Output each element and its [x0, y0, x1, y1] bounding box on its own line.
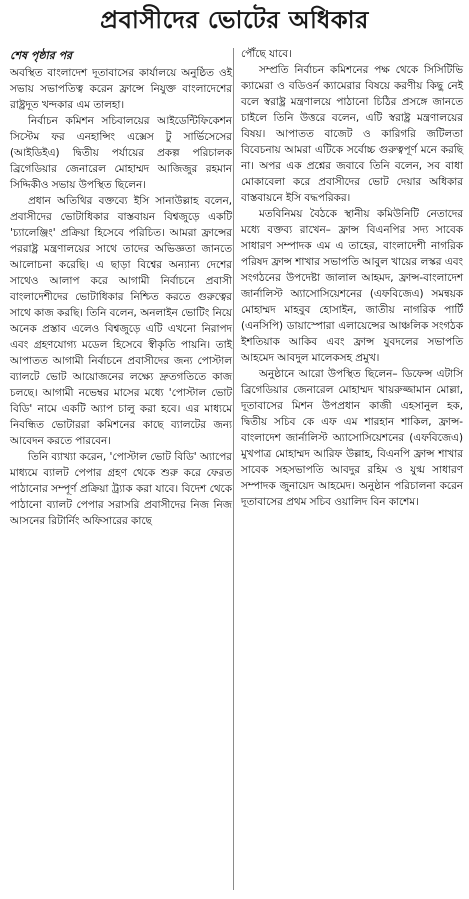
paragraph: প্রধান অতিথির বক্তব্যে ইসি সানাউল্লাহ বলেন, প্রবাসীদের ভোটাধিকার বাস্তবায়ন বিশ্বজুড়ে একটি 'চ্যালেঞ্জিং' প্রক্রিয়া হিসেবে পরিচিত। আমরা ফ্রান্সের পররাষ্ট্র মন্ত্রণালয়ের সাথে তাদের অভিজ্ঞতা জানতে আলোচনা করেছি। এ ছাড়া বিশ্বের অন্যান্য দেশের সাথেও আলাপ করে আগামী নির্বাচনে প্রবাসী বাংলাদেশীদের ভোটাধিকার নিশ্চিত করতে গুরুত্বের সাথে কাজ করছি। তিনি বলেন, অনলাইন ভোটিং নিয়ে অনেক প্রস্তাব এলেও বিশ্বজুড়ে এটি এখনো নিরাপদ এবং গ্রহণযোগ্য মডেল হিসেবে স্বীকৃতি পায়নি। তাই আপাতত আগামী নির্বাচনে প্রবাসীদের জন্য পোস্টাল ব্যালটে ভোট আয়োজনের লক্ষ্যে দ্রুতগতিতে কাজ চলছে। আগামী নভেম্বর মাসের মধ্যে 'পোস্টাল ভোট বিডি' নামে একটি অ্যাপ চালু করা হবে। এর মাধ্যমে নিবন্ধিত ভোটাররা কমিশনের কাছে ব্যালটের জন্য আবেদন করতে পারবেন। [10, 195, 232, 447]
right-column [241, 46, 463, 510]
paragraph: মতবিনিময় বৈঠকে স্থানীয় কমিউনিটি নেতাদের মধ্যে বক্তব্য রাখেন– ফ্রান্স বিএনপির সদ্য সাবেক সাধারণ সম্পাদক এম এ তাহের, বাংলাদেশী নাগরিক পরিষদ ফ্রান্স শাখার সভাপতি আবুল খায়ের লস্কর এবং সংগঠনের উপদেষ্টা জালাল আহমদ, ফ্রান্স-বাংলাদেশ জার্নালিস্ট অ্যাসোসিয়েশনের (এফবিজেএ) সমন্বয়ক মোহাম্মদ মাহবুব হোসাইন, জাতীয় নাগরিক পার্টি (এনসিপি) ডায়াস্পোরা এলায়েন্সের আঞ্চলিক সংগঠক ইশতিয়াক আকিব এবং ফ্রান্স যুবদলের সভাপতি আহমেদ আবদুল মালেকসহ প্রমুখ। [241, 208, 463, 364]
paragraph: তিনি ব্যাখ্যা করেন, 'পোস্টাল ভোট বিডি' অ্যাপের মাধ্যমে ব্যালট পেপার গ্রহণ থেকে শুরু করে ফেরত পাঠানোর সম্পূর্ণ প্রক্রিয়া ট্র্যাক করা যাবে। বিদেশ থেকে পাঠানো ব্যালট পেপার সরাসরি প্রবাসীদের নিজ নিজ আসনের রিটার্নিং অফিসারের কাছে [10, 451, 232, 527]
continuation-kicker: শেষ পৃষ্ঠার পর [10, 49, 73, 62]
paragraph: পৌঁছে যাবে। [241, 48, 292, 60]
left-column [10, 46, 232, 529]
column-divider [233, 48, 234, 890]
paragraph: নির্বাচন কমিশন সচিবালয়ের আইডেন্টিফিকেশন সিস্টেম ফর এনহান্সিং এক্সেস টু সার্ভিসেসের (আইডিইএ) দ্বিতীয় পর্যায়ের প্রকল্প পরিচালক ব্রিগেডিয়ার জেনারেল মোহাম্মদ আজিজুর রহমান সিদ্দিকীও সভায় উপস্থিত ছিলেন। [10, 115, 232, 191]
paragraph: অনুষ্ঠানে আরো উপস্থিত ছিলেন– ডিফেন্স এটাসি ব্রিগেডিয়ার জেনারেল মোহাম্মদ খায়রুজ্জামান মোল্লা, দূতাবাসের মিশন উপপ্রধান কাজী এহসানুল হক, দ্বিতীয় সচিব কে এফ এম শারহান শাকিল, ফ্রান্স-বাংলাদেশ জার্নালিস্ট অ্যাসোসিয়েশনের (এফবিজেএ) মুখপাত্র মোহাম্মদ আরিফ উল্লাহ, বিএনপি ফ্রান্স শাখার সাবেক সহসভাপতি আবদুর রহিম ও যুগ্ম সাধারণ সম্পাদক জুনায়েদ আহমেদ। অনুষ্ঠান পরিচালনা করেন দূতাবাসের প্রথম সচিব ওয়ালিদ বিন কাশেম। [241, 368, 463, 508]
headline: প্রবাসীদের ভোটের অধিকার [100, 6, 369, 34]
paragraph: সম্প্রতি নির্বাচন কমিশনের পক্ষ থেকে সিসিটিভি ক্যামেরা ও বডিওর্ন ক্যামেরার বিষয়ে করণীয় কিছু নেই বলে স্বরাষ্ট্র মন্ত্রণালয়ে পাঠানো চিঠির প্রসঙ্গে জানতে চাইলে তিনি উত্তরে বলেন, এটি স্বরাষ্ট্র মন্ত্রণালয়ের বিষয়। আপাতত বাজেট ও কারিগরি জটিলতা বিবেচনায় আমরা এটিকে সর্বোচ্চ গুরুত্বপূর্ণ মনে করছি না। অপর এক প্রশ্নের জবাবে তিনি বলেন, সব বাধা মোকাবেলা করে প্রবাসীদের ভোট দেয়ার অধিকার বাস্তবায়নে ইসি বদ্ধপরিকর। [241, 64, 463, 204]
paragraph: অবস্থিত বাংলাদেশ দূতাবাসের কার্যালয়ে অনুষ্ঠিত ওই সভায় সভাপতিত্ব করেন ফ্রান্সে নিযুক্ত বাংলাদেশের রাষ্ট্রদূত খন্দকার এম তালহা। [10, 67, 232, 111]
